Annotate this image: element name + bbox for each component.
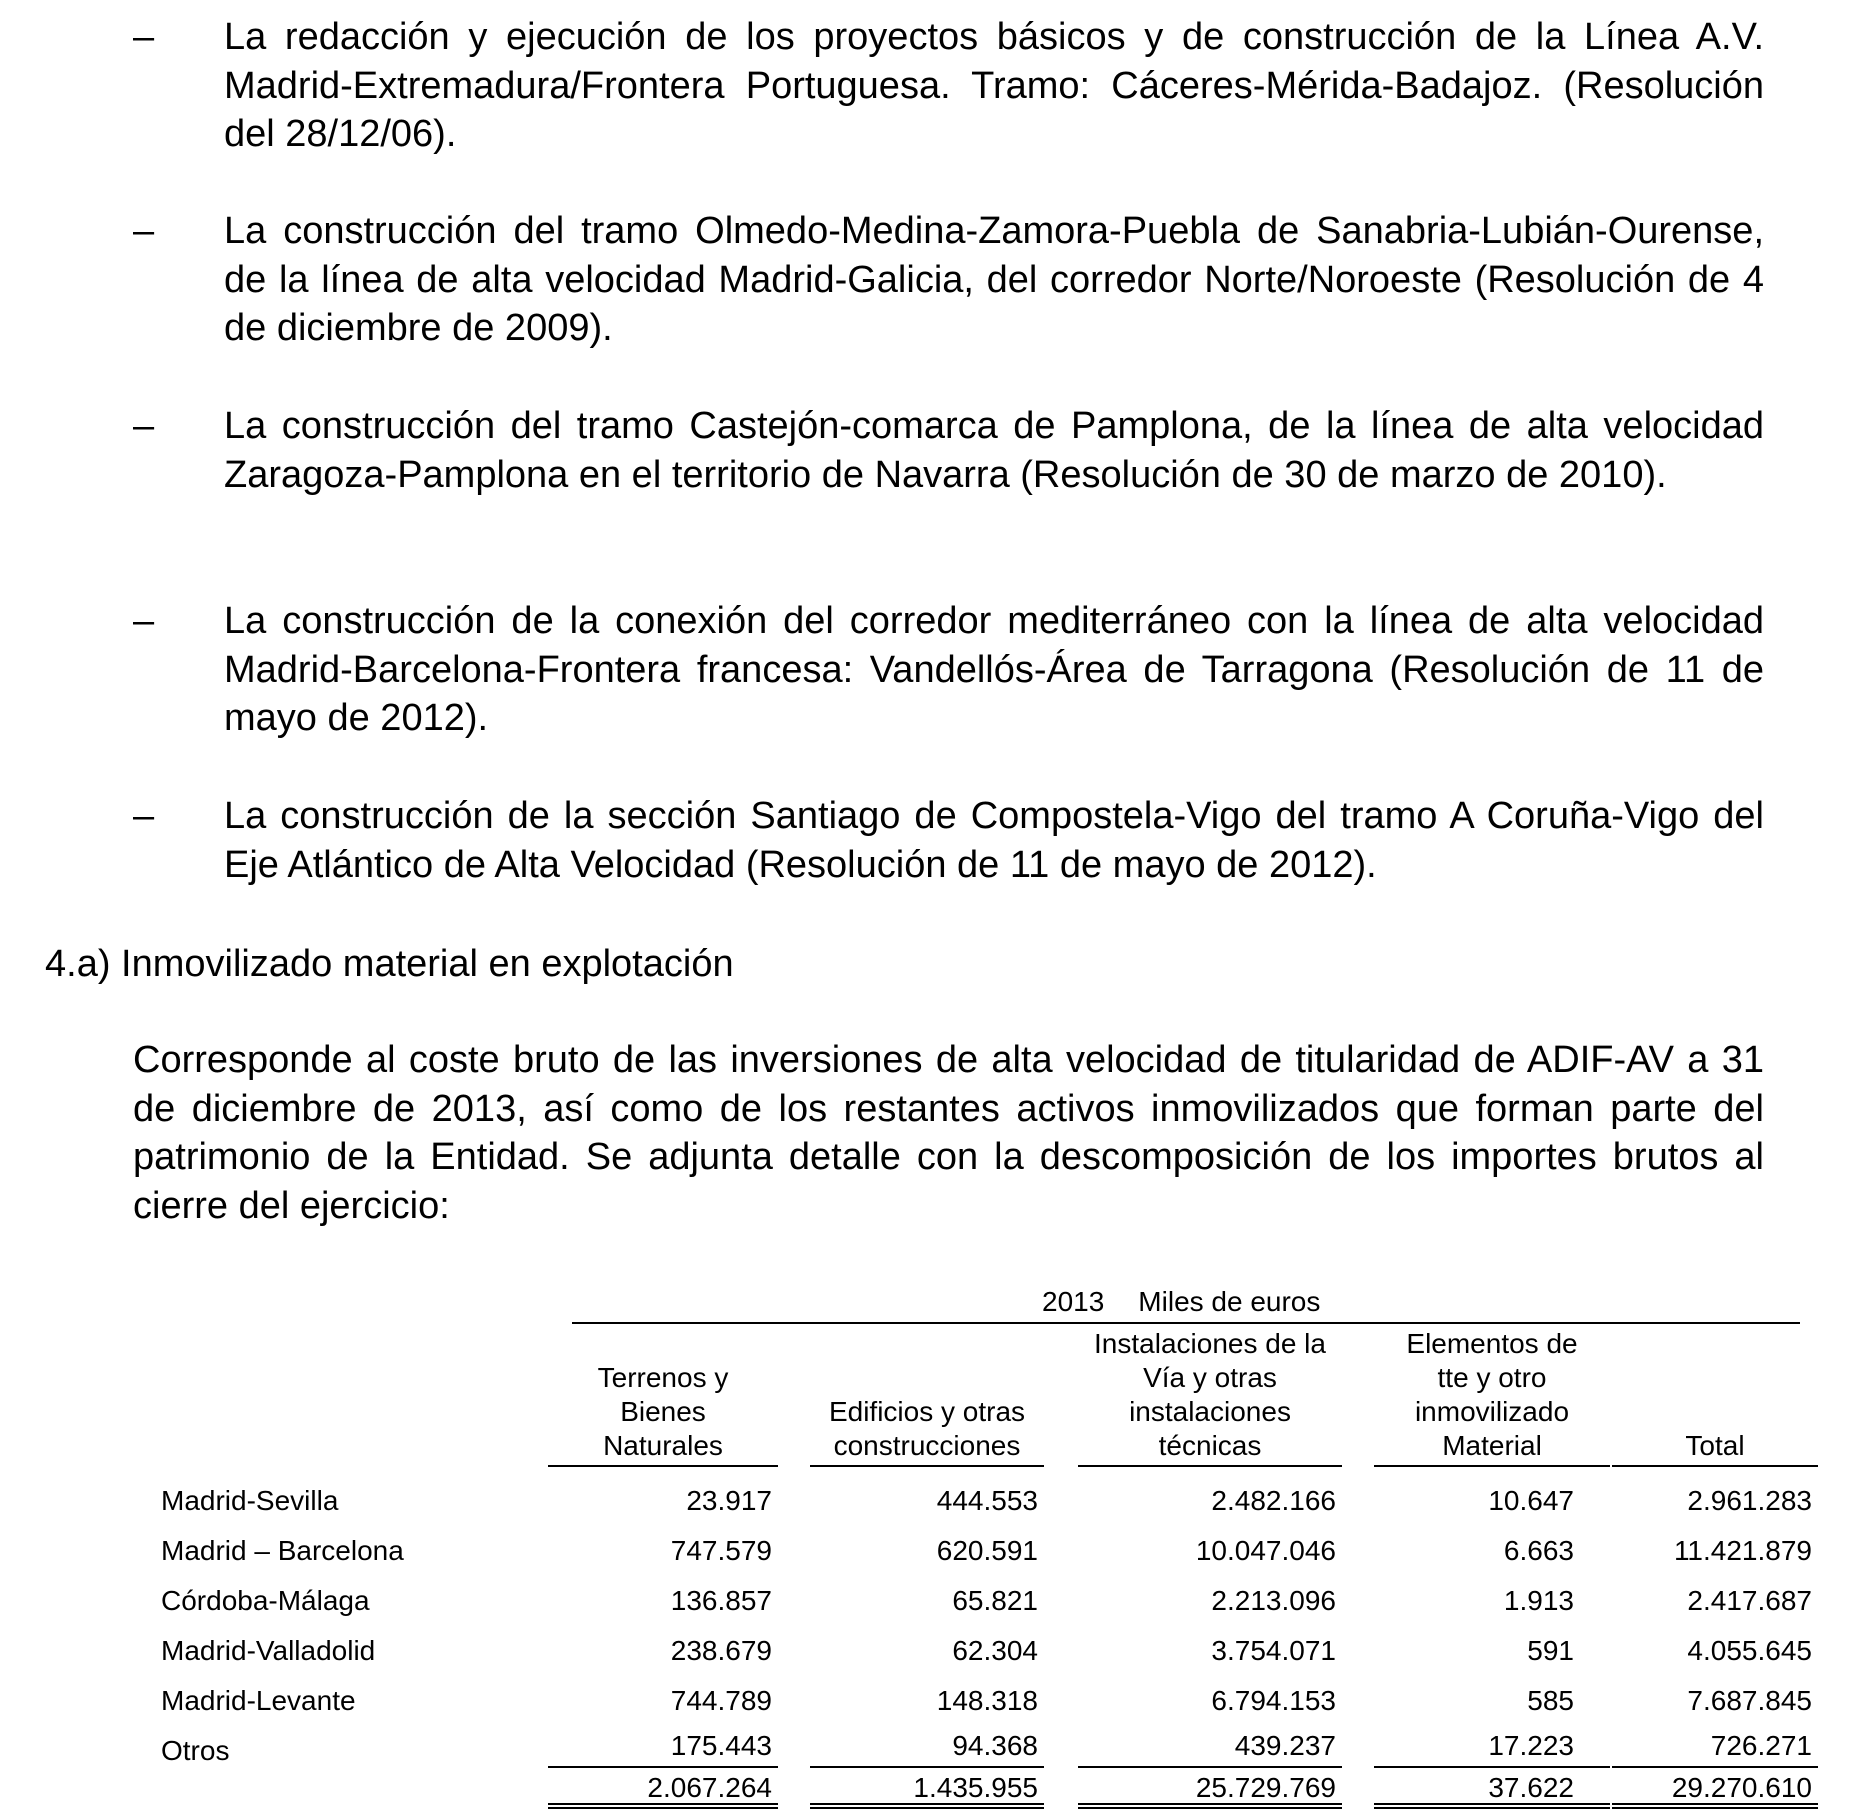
dash-marker: – [133,600,155,642]
caption-unit: Miles de euros [1138,1286,1321,1317]
dash-marker: – [133,16,155,58]
subtotal-rule [1078,1766,1342,1768]
table-cell: 747.579 [670,1535,772,1566]
total-cell: 29.270.610 [1671,1772,1812,1803]
subtotal-rule [1374,1766,1610,1768]
bullet-text: La construcción del tramo Olmedo-Medina-Zamora-Puebla de Sanabria-Lubián-Ourense, de la línea de alta velocidad Madrid-Galicia, del corredor Norte/Noroeste (Resolución de 4 de diciembre de 2009). [224,210,1764,349]
row-label: Otros [161,1735,230,1766]
row-label: Madrid-Valladolid [161,1635,376,1666]
table-cell: 11.421.879 [1673,1535,1812,1566]
header-rule [1612,1465,1818,1467]
table-cell: 4.055.645 [1687,1635,1812,1666]
table-cell: 1.913 [1503,1585,1574,1616]
column-header [1078,1327,1342,1463]
column-header [1374,1327,1610,1463]
column-header-line: Elementos de [1406,1328,1578,1359]
bullet-text: La construcción de la conexión del corredor mediterráneo con la línea de alta velocidad Madrid-Barcelona-Frontera francesa: Vandellós-Área de Tarragona (Resolución de 11 de mayo de 2012). [224,600,1764,739]
total-cell: 2.067.264 [647,1772,772,1803]
table-cell: 65.821 [952,1585,1038,1616]
table-caption [1042,1285,1320,1319]
table-cell: 7.687.845 [1687,1685,1812,1716]
table-cell: 744.789 [670,1685,772,1716]
table-cell: 6.794.153 [1211,1685,1336,1716]
total-double-rule [548,1807,778,1809]
table-cell: 2.482.166 [1211,1485,1336,1516]
caption-year: 2013 [1042,1286,1105,1317]
table-cell: 10.647 [1488,1485,1574,1516]
table-cell: 2.213.096 [1211,1585,1336,1616]
total-double-rule [1078,1807,1342,1809]
table-cell: 10.047.046 [1195,1535,1336,1566]
total-double-rule [810,1803,1044,1805]
column-header [1612,1429,1818,1463]
table-cell: 439.237 [1234,1730,1336,1761]
bullet-text: La construcción de la sección Santiago de Compostela-Vigo del tramo A Coruña-Vigo del Eje Atlántico de Alta Velocidad (Resolución de 11 de mayo de 2012). [224,795,1764,886]
table-cell: 6.663 [1503,1535,1574,1566]
section-heading: 4.a) Inmovilizado material en explotación [45,943,734,985]
table-cell: 2.417.687 [1687,1585,1812,1616]
total-double-rule [810,1807,1044,1809]
total-double-rule [1612,1807,1818,1809]
table-cell: 23.917 [686,1485,772,1516]
row-label: Madrid-Sevilla [161,1485,339,1516]
column-header-line: Naturales [603,1430,723,1461]
table-cell: 17.223 [1488,1730,1574,1761]
column-header-line: construcciones [833,1430,1021,1461]
table-cell: 175.443 [670,1730,772,1761]
total-double-rule [1078,1803,1342,1805]
dash-marker: – [133,210,155,252]
table-cell: 591 [1527,1635,1574,1666]
table-cell: 148.318 [936,1685,1038,1716]
total-double-rule [1374,1807,1610,1809]
table-cell: 585 [1527,1685,1574,1716]
total-double-rule [1612,1803,1818,1805]
total-cell: 25.729.769 [1195,1772,1336,1803]
column-header-line: instalaciones [1129,1396,1291,1427]
column-header-line: tte y otro [1437,1362,1547,1393]
table-cell: 3.754.071 [1211,1635,1336,1666]
header-rule [1374,1465,1610,1467]
section-paragraph: Corresponde al coste bruto de las inversiones de alta velocidad de titularidad de ADIF-AV a 31 de diciembre de 2013, así como de los restantes activos inmovilizados que forman parte del patrimonio de la Entidad. Se adjunta detalle con la descomposición de los importes brutos al cierre del ejercicio: [133,1039,1764,1227]
total-double-rule [1374,1803,1610,1805]
column-header-line: Bienes [620,1396,706,1427]
subtotal-rule [1612,1766,1818,1768]
column-header-line: Vía y otras [1143,1362,1277,1393]
column-header-line: Edificios y otras [828,1396,1026,1427]
total-cell: 1.435.955 [913,1772,1038,1803]
total-double-rule [548,1803,778,1805]
table-cell: 94.368 [952,1730,1038,1761]
column-header-line: Instalaciones de la [1094,1328,1326,1359]
column-header [548,1361,778,1463]
row-label: Madrid – Barcelona [161,1535,404,1566]
column-header-line: Terrenos y [597,1362,729,1393]
dash-marker: – [133,795,155,837]
dash-marker: – [133,405,155,447]
column-header-line: inmovilizado [1414,1396,1570,1427]
header-rule [548,1465,778,1467]
bullet-text: La redacción y ejecución de los proyectos básicos y de construcción de la Línea A.V. Madrid-Extremadura/Frontera Portuguesa. Tramo: Cáceres-Mérida-Badajoz. (Resolución del 28/12/06). [224,16,1764,155]
bullet-text: La construcción del tramo Castejón-comarca de Pamplona, de la línea de alta velocidad Zaragoza-Pamplona en el territorio de Navarra (Resolución de 30 de marzo de 2010). [224,405,1764,496]
table-cell: 444.553 [936,1485,1038,1516]
table-cell: 136.857 [670,1585,772,1616]
table-cell: 2.961.283 [1687,1485,1812,1516]
table-cell: 620.591 [936,1535,1038,1566]
caption-rule [572,1322,1800,1324]
header-rule [810,1465,1044,1467]
table-cell: 238.679 [670,1635,772,1666]
column-header-line: técnicas [1158,1430,1262,1461]
column-header-line: Material [1442,1430,1542,1461]
table-cell: 726.271 [1710,1730,1812,1761]
column-header [810,1395,1044,1463]
row-label: Madrid-Levante [161,1685,356,1716]
column-header-line: Total [1685,1430,1745,1461]
subtotal-rule [810,1766,1044,1768]
total-cell: 37.622 [1488,1772,1574,1803]
header-rule [1078,1465,1342,1467]
row-label: Córdoba-Málaga [161,1585,370,1616]
subtotal-rule [548,1766,778,1768]
table-cell: 62.304 [952,1635,1038,1666]
